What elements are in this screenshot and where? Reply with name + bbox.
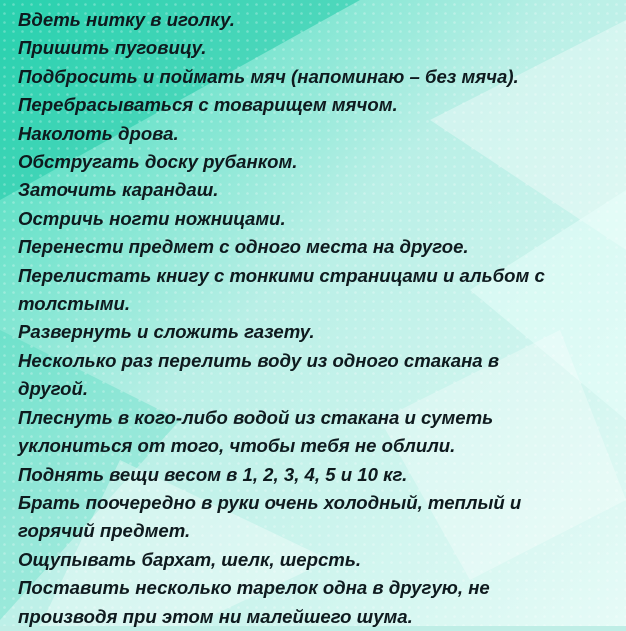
list-item bbox=[18, 120, 618, 148]
list-item-line: Обстругать доску рубанком. bbox=[18, 151, 298, 173]
list-item-line: Подбросить и поймать мяч (напоминаю – без мяча). bbox=[18, 65, 519, 87]
list-item-line: Пришить пуговицу. bbox=[18, 37, 207, 59]
list-item bbox=[18, 404, 618, 461]
list-item-line: Вдеть нитку в иголку. bbox=[18, 9, 235, 30]
list-item-line: Перебрасываться с товарищем мячом. bbox=[18, 94, 398, 116]
list-item-line: Остричь ногти ножницами. bbox=[18, 207, 286, 229]
list-item bbox=[18, 6, 618, 34]
list-item-line: Брать поочередно в руки очень холодный, теплый и bbox=[18, 491, 522, 513]
list-item bbox=[18, 91, 618, 119]
list-item bbox=[18, 318, 618, 346]
list-item bbox=[18, 489, 618, 546]
list-item bbox=[18, 347, 618, 404]
list-item-line: Плеснуть в кого-либо водой из стакана и суметь bbox=[18, 406, 494, 428]
list-item-line: другой. bbox=[18, 378, 89, 400]
list-item bbox=[18, 34, 618, 62]
list-item-line: Перенести предмет с одного места на другое. bbox=[18, 236, 469, 258]
instruction-list bbox=[18, 6, 618, 631]
list-item bbox=[18, 176, 618, 204]
list-item bbox=[18, 546, 618, 574]
list-item bbox=[18, 262, 618, 319]
list-item-line: Поставить несколько тарелок одна в другую, не bbox=[18, 577, 490, 599]
list-item-line: Несколько раз перелить воду из одного стакана в bbox=[18, 349, 500, 371]
list-item-line: Развернуть и сложить газету. bbox=[18, 321, 315, 343]
list-item bbox=[18, 233, 618, 261]
list-item-line: Наколоть дрова. bbox=[18, 122, 179, 144]
list-item-line: горячий предмет. bbox=[18, 520, 191, 542]
list-item-line: Ощупывать бархат, шелк, шерсть. bbox=[18, 548, 362, 570]
list-item bbox=[18, 63, 618, 91]
list-item-line: Перелистать книгу с тонкими страницами и альбом с bbox=[18, 264, 545, 286]
list-item-line: толстыми. bbox=[18, 293, 130, 315]
list-item-line: производя при этом ни малейшего шума. bbox=[18, 605, 413, 627]
list-item bbox=[18, 461, 618, 489]
list-item-line: Заточить карандаш. bbox=[18, 179, 219, 201]
list-item bbox=[18, 574, 618, 631]
list-item-line: Поднять вещи весом в 1, 2, 3, 4, 5 и 10 кг. bbox=[18, 463, 408, 485]
list-item bbox=[18, 148, 618, 176]
list-item bbox=[18, 205, 618, 233]
list-item-line: уклониться от того, чтобы тебя не облили. bbox=[18, 435, 456, 457]
